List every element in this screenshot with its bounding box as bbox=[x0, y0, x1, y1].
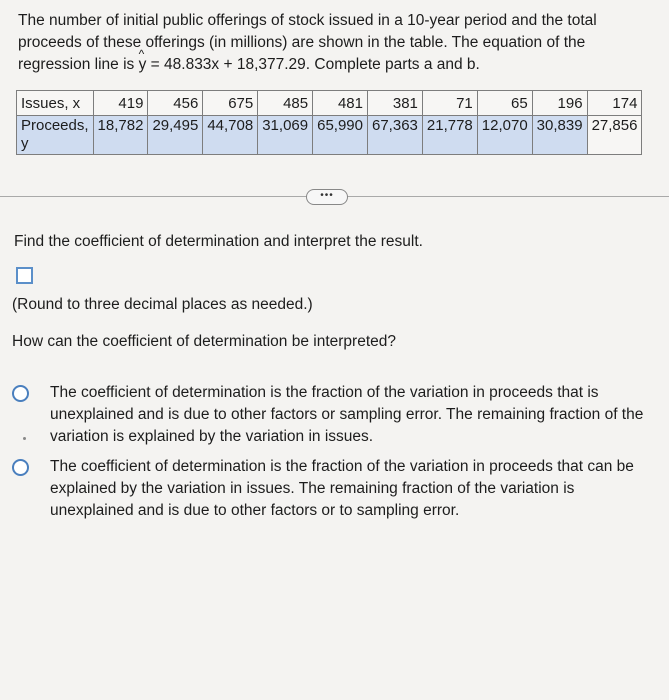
option-text: The coefficient of determination is the fraction of the variation in proceeds that is unexplained and is due to other factors or sampling error. The remaining fraction of the variation is explained by the variation in issues. bbox=[50, 384, 644, 445]
proceeds-cell: 29,495 bbox=[148, 116, 203, 155]
issues-cell: 481 bbox=[313, 91, 368, 116]
proceeds-cell: 27,856 bbox=[587, 116, 642, 155]
proceeds-cell: 65,990 bbox=[313, 116, 368, 155]
proceeds-header-variable: y bbox=[21, 135, 29, 152]
rounding-note: (Round to three decimal places as needed.) bbox=[12, 296, 313, 313]
proceeds-cell: 30,839 bbox=[532, 116, 587, 155]
proceeds-cell: 18,782 bbox=[93, 116, 148, 155]
proceeds-cell: 67,363 bbox=[368, 116, 423, 155]
issues-cell: 456 bbox=[148, 91, 203, 116]
problem-statement bbox=[18, 10, 658, 76]
issues-cell: 65 bbox=[477, 91, 532, 116]
proceeds-cell: 21,778 bbox=[422, 116, 477, 155]
issues-cell: 381 bbox=[368, 91, 423, 116]
proceeds-cell: 12,070 bbox=[477, 116, 532, 155]
issues-cell: 419 bbox=[93, 91, 148, 116]
data-table bbox=[16, 90, 642, 155]
proceeds-cell: 31,069 bbox=[258, 116, 313, 155]
proceeds-row bbox=[17, 116, 642, 155]
proceeds-header-label: Proceeds, bbox=[21, 117, 89, 134]
radio-button[interactable] bbox=[12, 459, 29, 476]
issues-cell: 675 bbox=[203, 91, 258, 116]
regression-equation-text: = 48.833x + 18,377.29. Complete parts a and b. bbox=[146, 56, 480, 73]
interpretation-prompt: How can the coefficient of determination be interpreted? bbox=[12, 333, 397, 350]
answer-input-box[interactable] bbox=[16, 267, 33, 284]
proceeds-header bbox=[17, 116, 94, 155]
question-prompt: Find the coefficient of determination and interpret the result. bbox=[14, 233, 423, 250]
issues-cell: 196 bbox=[532, 91, 587, 116]
issues-row bbox=[17, 91, 642, 116]
option-text: The coefficient of determination is the fraction of the variation in proceeds that can be explained by the variation in issues. The remaining fraction of the variation is unexplained and is due to other factors or to sampling error. bbox=[50, 458, 634, 519]
issues-cell: 71 bbox=[422, 91, 477, 116]
radio-button[interactable] bbox=[12, 385, 29, 402]
problem-intro-text: The number of initial public offerings of stock issued in a 10-year period and the total proceeds of these offerings (in millions) are shown in the table. The equation of the regression line is bbox=[18, 12, 597, 73]
cursor-dot bbox=[23, 437, 26, 440]
issues-cell: 174 bbox=[587, 91, 642, 116]
more-options-button[interactable]: ••• bbox=[306, 189, 348, 205]
proceeds-cell: 44,708 bbox=[203, 116, 258, 155]
y-hat-symbol: ^ y bbox=[139, 54, 147, 76]
issues-cell: 485 bbox=[258, 91, 313, 116]
issues-header: Issues, x bbox=[17, 91, 94, 116]
